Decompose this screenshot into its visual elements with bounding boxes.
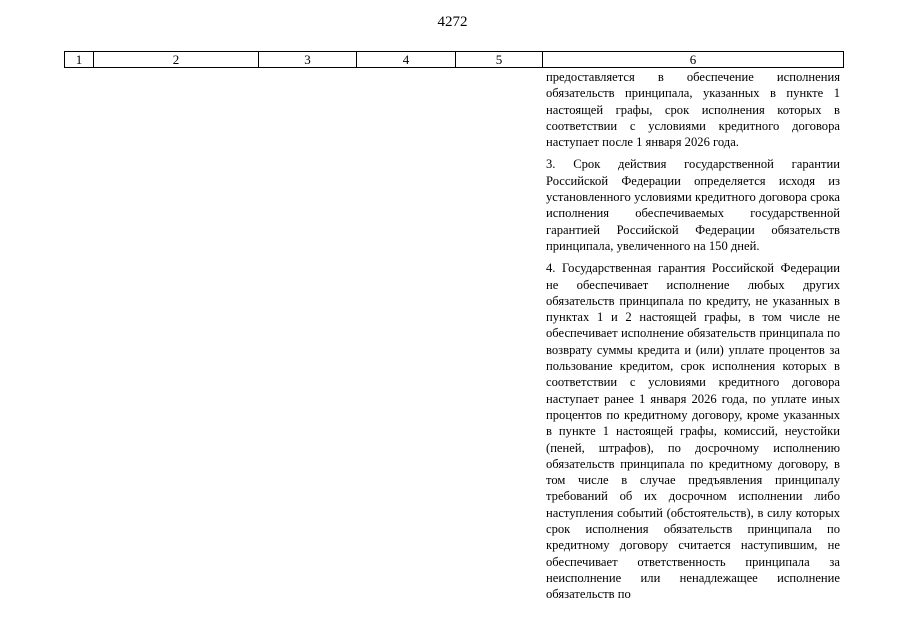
table-header-row — [65, 52, 844, 68]
header-cell-2: 2 — [94, 52, 259, 68]
paragraph-continuation: предоставляется в обеспечение исполнения обязательств принципала, указанных в пункте 1 настоящей графы, срок исполнения которых в соответствии с условиями кредитного договора наступает после 1 января 2026 года. — [546, 70, 840, 150]
header-cell-1: 1 — [65, 52, 94, 68]
table-header — [64, 51, 844, 68]
header-cell-6: 6 — [543, 52, 844, 68]
page-number: 4272 — [437, 14, 468, 30]
header-cell-4: 4 — [357, 52, 456, 68]
header-cell-5: 5 — [456, 52, 543, 68]
header-cell-3: 3 — [259, 52, 357, 68]
paragraph-3: 3. Срок действия государственной гарантии Российской Федерации определяется исходя из установленного условиями кредитного договора срока исполнения обеспечиваемых государственной гарантией Российской Федерации обязательств принципала, увеличенного на 150 дней. — [546, 157, 840, 253]
column-6-text — [546, 69, 840, 609]
paragraph-4: 4. Государственная гарантия Российской Федерации не обеспечивает исполнение любых других обязательств принципала по кредиту, не указанных в пунктах 1 и 2 настоящей графы, в том числе не обеспечивает исполнение обязательств принципала по возврату суммы кредита и (или) уплате процентов за пользование кредитом, срок исполнения которых в соответствии с условиями кредитного договора наступает ранее 1 января 2026 года, по уплате иных процентов по кредитному договору, кроме указанных в пункте 1 настоящей графы, комиссий, неустойки (пеней, штрафов), по досрочному исполнению обязательств принципала по кредитному договору, в том числе в случае предъявления принципалу требований об их досрочном исполнении либо наступления событий (обстоятельств), в силу которых срок исполнения обязательств принципала по кредитному договору считается наступившим, не обеспечивает ответственность принципала за неисполнение или ненадлежащее исполнение обязательств по — [546, 261, 840, 602]
